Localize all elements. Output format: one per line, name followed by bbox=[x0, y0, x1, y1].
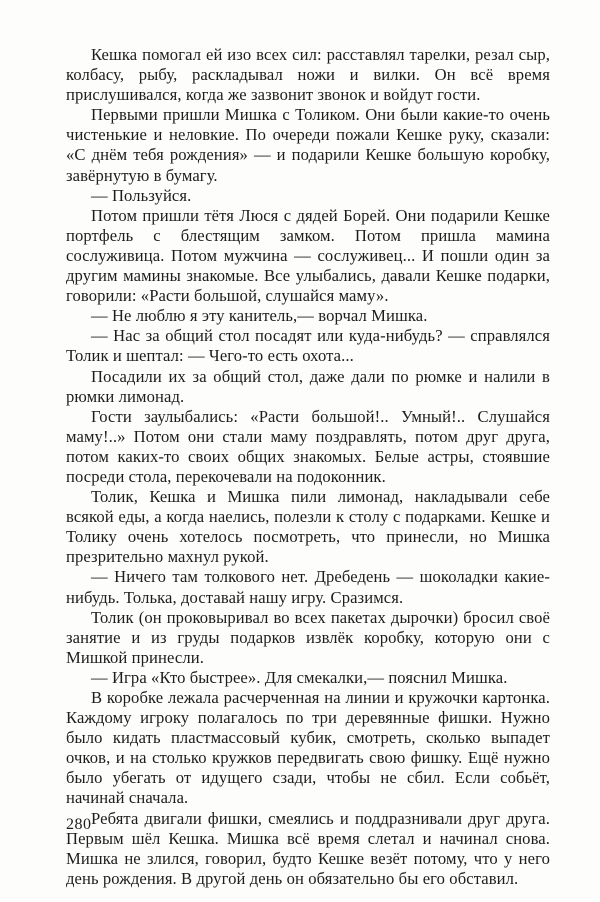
paragraph: В коробке лежала расчерченная на линии и кружочки картонка. Каждому игроку полагалось по три деревянные фишки. Нужно было кидать пластмассовый кубик, смотреть, сколько выпадет очков, и на столько кружков передвигать свою фишку. Ещё нужно было убегать от идущего сзади, чтобы не сбил. Если собьёт, начинай сначала. bbox=[66, 688, 550, 808]
paragraph: Гости заулыбались: «Расти большой!.. Умный!.. Слушайся маму!..» Потом они стали маму поздравлять, потом друг друга, потом каких-то своих общих знакомых. Белые астры, стоявшие посреди стола, перекочевали на подоконник. bbox=[66, 406, 550, 486]
paragraph: — Пользуйся. bbox=[91, 185, 192, 205]
paragraph: — Нас за общий стол посадят или куда-нибудь? — справлялся Толик и шептал: — Чего-то есть охота... bbox=[66, 326, 550, 366]
paragraph: — Ничего там толкового нет. Дребедень — шоколадки какие-нибудь. Толька, доставай нашу игру. Сразимся. bbox=[66, 567, 550, 607]
paragraph: — Не люблю я эту канитель,— ворчал Мишка. bbox=[91, 306, 428, 326]
paragraph: Толик, Кешка и Мишка пили лимонад, накладывали себе всякой еды, а когда наелись, полезли к столу с подарками. Кешке и Толику очень хотелось посмотреть, что принесли, но Мишка презрительно махнул рукой. bbox=[66, 487, 550, 567]
paragraph: Кешка помогал ей изо всех сил: расставлял тарелки, резал сыр, колбасу, рыбу, раскладывал ножи и вилки. Он всё время прислушивался, когда же зазвонит звонок и войдут гости. bbox=[66, 45, 550, 105]
paragraph: Толик (он проковыривал во всех пакетах дырочки) бросил своё занятие и из груды подарков извлёк коробку, которую они с Мишкой принесли. bbox=[66, 607, 550, 667]
paragraph: Ребята двигали фишки, смеялись и поддразнивали друг друга. Первым шёл Кешка. Мишка всё время слетал и начинал снова. Мишка не злился, говорил, будто Кешке везёт потому, что у него день рождения. В другой день он обязательно бы его обставил. bbox=[66, 808, 550, 888]
body-text bbox=[66, 45, 550, 889]
paragraph: — Игра «Кто быстрее». Для смекалки,— пояснил Мишка. bbox=[91, 667, 508, 687]
paragraph: Первыми пришли Мишка с Толиком. Они были какие-то очень чистенькие и неловкие. По очереди пожали Кешке руку, сказали: «С днём тебя рождения» — и подарили Кешке большую коробку, завёрнутую в бумагу. bbox=[66, 105, 550, 185]
paragraph: Потом пришли тётя Люся с дядей Борей. Они подарили Кешке портфель с блестящим замком. Потом пришла мамина сослуживица. Потом мужчина — сослуживец... И пошли один за другим мамины знакомые. Все улыбались, давали Кешке подарки, говорили: «Расти большой, слушайся маму». bbox=[66, 205, 550, 306]
paragraph: Посадили их за общий стол, даже дали по рюмке и налили в рюмки лимонад. bbox=[66, 366, 550, 406]
page-number: 280 bbox=[66, 816, 92, 833]
